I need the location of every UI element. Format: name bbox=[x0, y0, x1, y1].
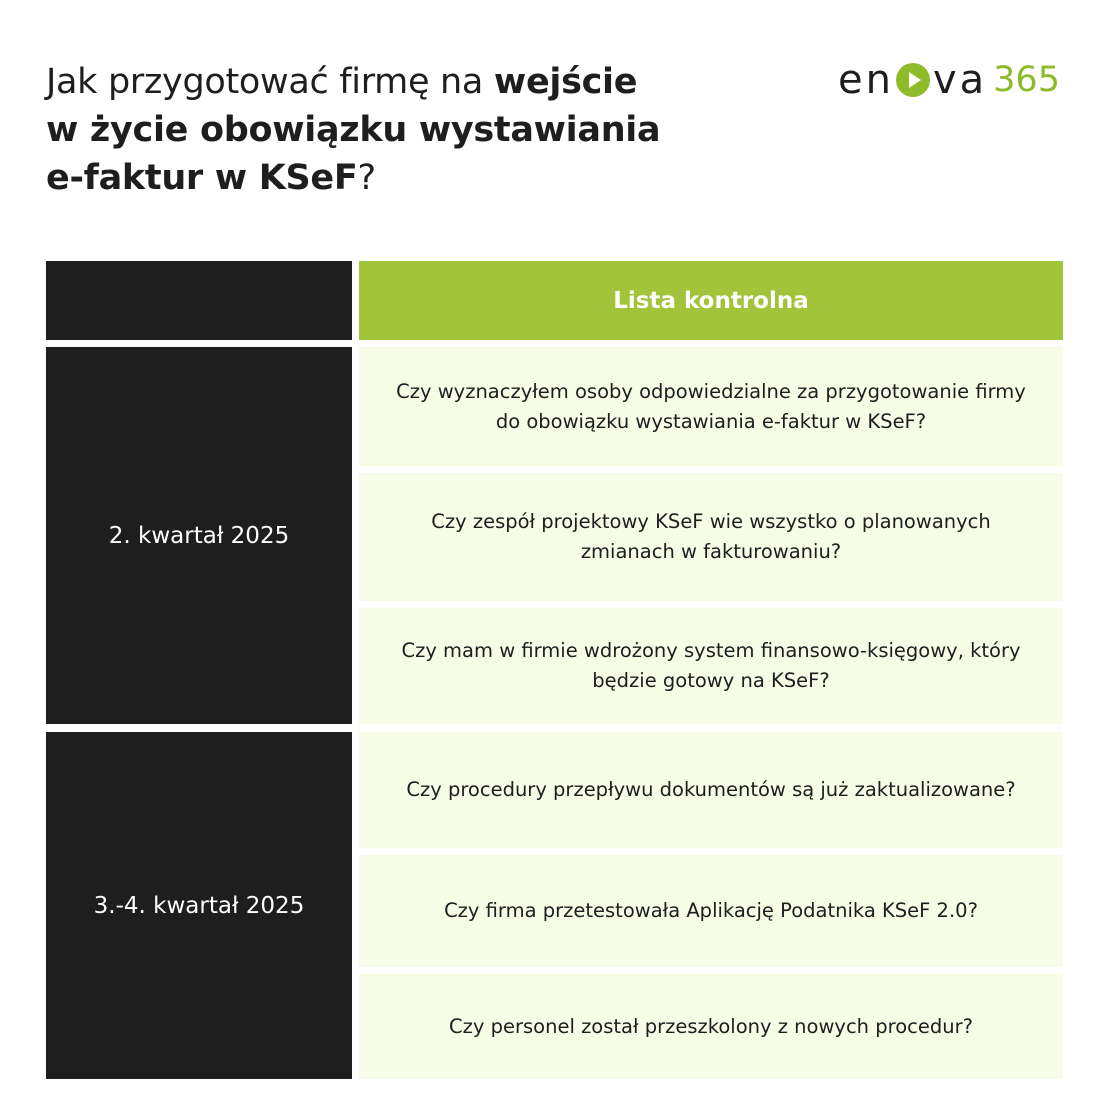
page-title bbox=[46, 58, 766, 202]
period-cell-q2: 2. kwartał 2025 bbox=[46, 347, 352, 724]
checklist-item: Czy personel został przeszkolony z nowych procedur? bbox=[359, 974, 1063, 1079]
logo-word-end: va bbox=[932, 57, 988, 103]
title-lead: Jak przygotować firmę na bbox=[46, 62, 494, 102]
period-cell-q3-q4: 3.-4. kwartał 2025 bbox=[46, 732, 352, 1079]
title-bold-2: w życie obowiązku wystawiania bbox=[46, 110, 661, 150]
table-corner-cell bbox=[46, 261, 352, 340]
title-bold-1: wejście bbox=[493, 62, 638, 102]
title-bold-3: e-faktur w KSeF bbox=[46, 158, 358, 198]
play-circle-icon bbox=[895, 62, 931, 98]
checklist-item: Czy zespół projektowy KSeF wie wszystko o planowanych zmianach w fakturowaniu? bbox=[359, 473, 1063, 601]
checklist-item: Czy mam w firmie wdrożony system finansowo-księgowy, który będzie gotowy na KSeF? bbox=[359, 608, 1063, 724]
column-header: Lista kontrolna bbox=[359, 261, 1063, 340]
checklist-item: Czy wyznaczyłem osoby odpowiedzialne za przygotowanie firmy do obowiązku wystawiania e-faktur w KSeF? bbox=[359, 347, 1063, 466]
checklist-item: Czy firma przetestowała Aplikację Podatnika KSeF 2.0? bbox=[359, 855, 1063, 967]
checklist-item: Czy procedury przepływu dokumentów są już zaktualizowane? bbox=[359, 732, 1063, 848]
title-end: ? bbox=[357, 158, 376, 198]
enova-logo bbox=[838, 52, 1060, 108]
logo-number: 365 bbox=[993, 60, 1060, 100]
logo-word-start: en bbox=[838, 57, 894, 103]
